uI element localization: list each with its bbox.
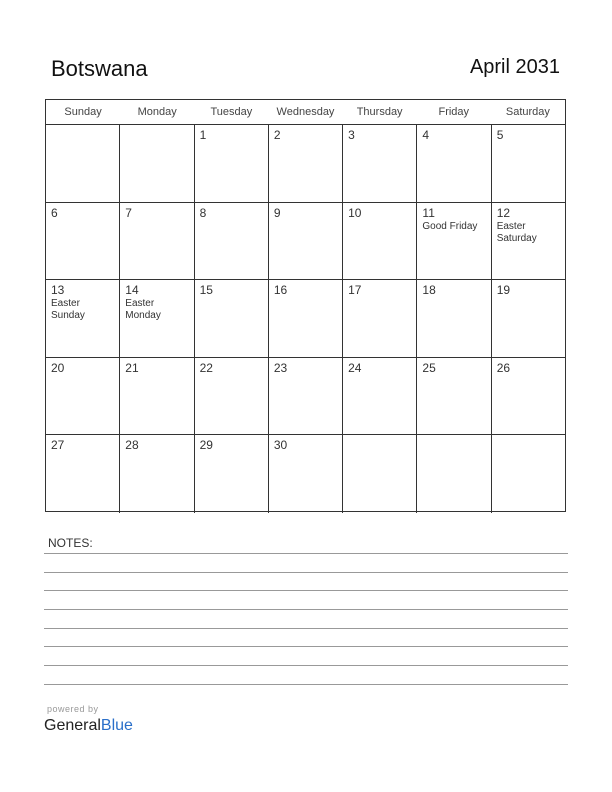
day-cell[interactable] — [195, 125, 269, 202]
weeks-container — [46, 125, 565, 513]
day-number: 21 — [125, 360, 139, 375]
note-line — [44, 628, 568, 629]
day-cell[interactable] — [492, 280, 565, 357]
day-cell[interactable] — [269, 435, 343, 513]
day-cell[interactable] — [46, 125, 120, 202]
day-cell[interactable] — [343, 280, 417, 357]
day-number: 30 — [273, 438, 288, 453]
holiday-label: Good Friday — [422, 220, 478, 232]
day-cell[interactable] — [269, 280, 343, 357]
holiday-label: Easter Saturday — [496, 220, 537, 244]
day-cell[interactable] — [492, 358, 565, 435]
day-cell[interactable] — [195, 280, 269, 357]
note-line — [44, 572, 568, 573]
dow-sunday: Sunday — [64, 106, 102, 118]
day-cell[interactable] — [343, 435, 417, 513]
day-number: 14 — [125, 283, 139, 298]
day-cell[interactable] — [417, 280, 491, 357]
day-number: 29 — [199, 438, 213, 453]
dow-monday: Monday — [137, 106, 177, 118]
day-number: 15 — [199, 283, 213, 298]
day-cell[interactable] — [120, 280, 194, 357]
day-cell[interactable] — [269, 358, 343, 435]
day-number: 20 — [51, 360, 65, 375]
holiday-label: Easter Sunday — [51, 298, 85, 322]
day-cell[interactable] — [343, 358, 417, 435]
week-row — [46, 125, 565, 203]
day-number: 16 — [273, 283, 288, 298]
day-cell[interactable] — [120, 203, 194, 280]
brand-general: General — [44, 717, 101, 734]
day-number: 13 — [51, 283, 65, 298]
note-line — [44, 665, 568, 666]
brand-logo[interactable] — [44, 717, 133, 735]
day-cell[interactable] — [417, 203, 491, 280]
day-cell[interactable] — [46, 280, 120, 357]
note-line — [44, 609, 568, 610]
day-cell[interactable] — [195, 435, 269, 513]
note-line — [44, 590, 568, 591]
dow-thursday: Thursday — [356, 106, 403, 118]
day-number: 12 — [496, 205, 511, 220]
day-number: 4 — [422, 128, 430, 142]
day-number: 9 — [273, 205, 281, 220]
day-number: 19 — [496, 283, 511, 298]
day-cell[interactable] — [46, 435, 120, 513]
day-cell[interactable] — [492, 435, 565, 513]
notes-label: NOTES: — [48, 536, 93, 550]
day-cell[interactable] — [417, 435, 491, 513]
calendar-grid — [45, 99, 566, 512]
brand-blue: Blue — [100, 717, 133, 734]
note-line — [44, 646, 568, 647]
day-cell[interactable] — [120, 358, 194, 435]
day-cell[interactable] — [417, 125, 491, 202]
day-number: 3 — [348, 128, 355, 142]
day-number: 6 — [51, 205, 58, 220]
week-row — [46, 280, 565, 358]
day-cell[interactable] — [195, 358, 269, 435]
dow-saturday: Saturday — [505, 106, 550, 118]
day-number: 25 — [422, 360, 436, 375]
day-cell[interactable] — [195, 203, 269, 280]
day-number: 28 — [125, 438, 139, 453]
day-number: 1 — [199, 128, 207, 142]
week-row — [46, 358, 565, 436]
day-number: 11 — [422, 205, 435, 220]
day-number: 18 — [422, 283, 436, 298]
day-cell[interactable] — [269, 125, 343, 202]
day-number: 5 — [496, 128, 504, 142]
day-cell[interactable] — [492, 203, 565, 280]
note-line — [44, 553, 568, 554]
dow-tuesday: Tuesday — [210, 106, 253, 118]
day-cell[interactable] — [269, 203, 343, 280]
day-cell[interactable] — [343, 203, 417, 280]
holiday-label: Easter Monday — [125, 298, 161, 322]
day-number: 27 — [51, 438, 65, 453]
day-cell[interactable] — [492, 125, 565, 202]
day-number: 10 — [348, 205, 362, 220]
day-cell[interactable] — [46, 203, 120, 280]
day-cell[interactable] — [343, 125, 417, 202]
day-number: 22 — [199, 360, 213, 375]
week-row — [46, 203, 565, 281]
month-year-title: April 2031 — [469, 56, 560, 78]
day-number: 26 — [496, 360, 511, 375]
day-cell[interactable] — [120, 125, 194, 202]
day-number: 8 — [199, 205, 207, 220]
day-number: 7 — [125, 205, 132, 220]
day-number: 24 — [348, 360, 362, 375]
day-cell[interactable] — [417, 358, 491, 435]
dow-friday: Friday — [438, 106, 470, 118]
note-line — [44, 684, 568, 685]
day-cell[interactable] — [46, 358, 120, 435]
day-cell[interactable] — [120, 435, 194, 513]
country-title: Botswana — [51, 56, 148, 81]
week-row — [46, 435, 565, 513]
day-number: 23 — [273, 360, 288, 375]
powered-by-text: powered by — [47, 704, 99, 714]
dow-wednesday: Wednesday — [276, 106, 335, 118]
day-number: 2 — [273, 128, 281, 142]
day-of-week-header — [46, 100, 565, 125]
day-number: 17 — [348, 283, 362, 298]
